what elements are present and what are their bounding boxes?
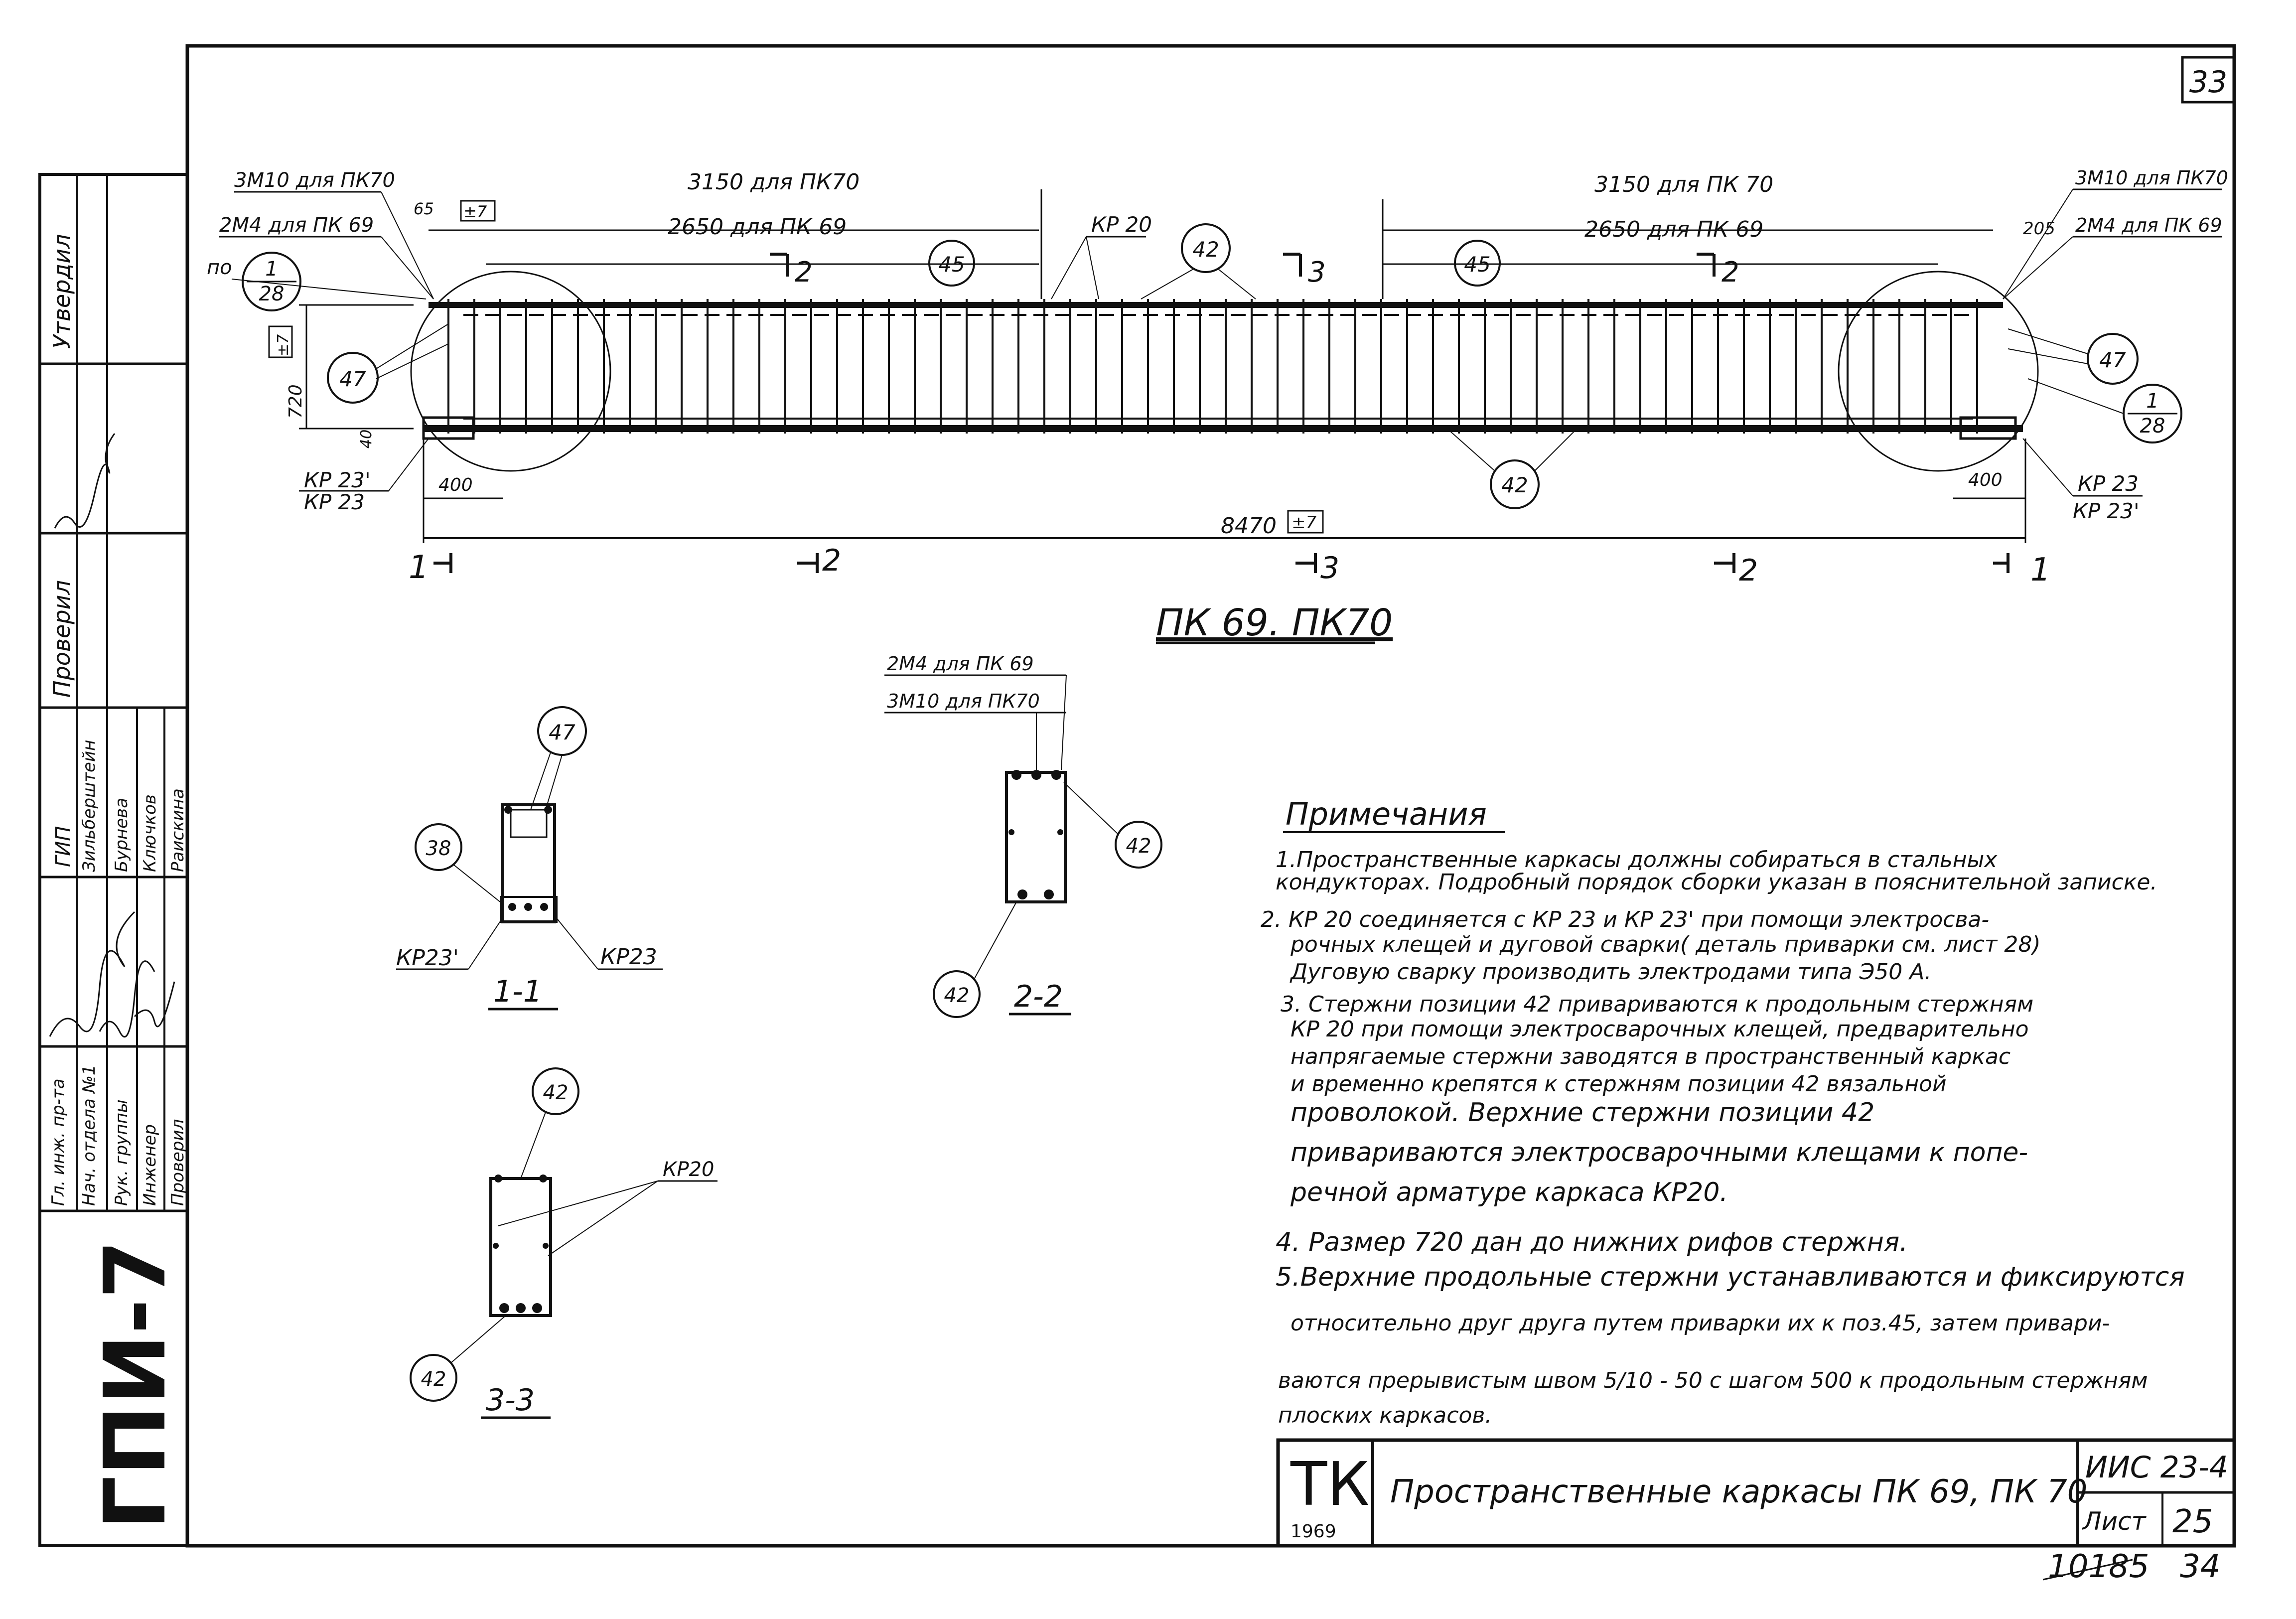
note-line: 2. КР 20 соединяется с КР 23 и КР 23' при помощи электросва- — [1261, 907, 1990, 932]
title-org: ТК — [1291, 1450, 1370, 1519]
bubble-47-s11 — [531, 707, 586, 810]
dim-2650-right: 2650 для ПК 69 — [1584, 217, 1764, 242]
side-role: Проверил — [168, 1119, 188, 1206]
footer-num-left: 10185 — [2048, 1548, 2150, 1585]
note-line: относительно друг друга путем приварки их к поз.45, затем привари- — [1291, 1311, 2110, 1336]
label-kr23-right: КР 23 — [2078, 471, 2139, 496]
bubble-42-top — [1141, 224, 1256, 299]
bubble-45-right — [1455, 241, 1500, 286]
section-1-1 — [396, 707, 663, 1009]
s22-label-2: 3М10 для ПК70 — [887, 690, 1040, 712]
note-line: кондукторах. Подробный порядок сборки указан в пояснительной записке. — [1276, 870, 2157, 895]
side-stamp-check: Проверил — [48, 580, 75, 698]
dim-400-left: 400 — [438, 475, 473, 495]
bubble-42-s33-top — [521, 1068, 578, 1178]
svg-text:45: 45 — [1464, 252, 1491, 277]
dim-65: 65 — [414, 199, 434, 218]
side-stamp — [40, 174, 188, 1546]
section-2-2 — [884, 653, 1161, 1017]
svg-text:42: 42 — [421, 1368, 446, 1391]
bubble-42-s22-right — [1064, 782, 1161, 868]
dim-8470: 8470 — [1221, 513, 1277, 539]
bubble-47-right — [2008, 329, 2138, 384]
stirrups — [448, 299, 1977, 434]
label-po: по — [207, 256, 232, 279]
svg-text:28: 28 — [259, 283, 285, 305]
notes — [1261, 796, 2185, 1428]
title-year: 1969 — [1291, 1521, 1336, 1542]
title-series: ИИС 23-4 — [2085, 1450, 2228, 1485]
label-kr23-left: КР 23 — [304, 490, 365, 514]
label-top-left-1: 3М10 для ПК70 — [234, 169, 395, 192]
bubble-42-bottom — [1450, 431, 1575, 508]
main-title: ПК 69. ПК70 — [1156, 601, 1393, 644]
dim-400-right: 400 — [1968, 470, 2003, 490]
svg-text:42: 42 — [944, 984, 970, 1007]
note-line: 3. Стержни позиции 42 привариваются к продольным стержням — [1281, 992, 2034, 1017]
title-sheet-number: 25 — [2172, 1503, 2213, 1540]
section-mark-label: 2 — [822, 543, 842, 578]
section-title-2-2: 2-2 — [1014, 979, 1063, 1014]
section-mark-label: 1 — [409, 549, 429, 586]
s11-kr23p: КР23' — [396, 945, 459, 971]
note-line: привариваются электросварочными клещами к попе- — [1291, 1138, 2028, 1168]
section-3-3 — [411, 1068, 718, 1418]
note-line: 5.Верхние продольные стержни устанавливаются и фиксируются — [1276, 1262, 2185, 1292]
tol-7: ±7 — [463, 202, 487, 221]
svg-text:42: 42 — [1501, 473, 1528, 497]
side-stamp-gip: ГИП — [52, 826, 75, 867]
bubble-1-28-left — [243, 253, 300, 310]
bubble-38-s11 — [416, 824, 503, 904]
title-text: Пространственные каркасы ПК 69, ПК 70 — [1390, 1473, 2088, 1510]
label-top-right-2: 2М4 для ПК 69 — [2075, 214, 2222, 236]
side-role: Нач. отдела №1 — [79, 1064, 99, 1206]
note-line: КР 20 при помощи электросварочных клещей, предварительно — [1291, 1017, 2029, 1042]
side-role: Гл. инж. пр-та — [48, 1078, 68, 1206]
title-block — [1278, 1440, 2234, 1546]
section-mark-label: 2 — [1722, 256, 1739, 289]
section-title-3-3: 3-3 — [486, 1383, 535, 1418]
footer-num-right: 34 — [2180, 1548, 2221, 1585]
page-number: 33 — [2189, 65, 2228, 100]
svg-text:38: 38 — [426, 837, 451, 860]
signature-scribble — [50, 912, 135, 1036]
dim-40: 40 — [358, 429, 375, 448]
bubble-42-s22-left — [934, 902, 1016, 1017]
side-role: Инженер — [140, 1124, 160, 1206]
section-mark-label: 1 — [2030, 552, 2051, 589]
note-line: речной арматуре каркаса КР20. — [1291, 1177, 1728, 1207]
note-line: 1.Пространственные каркасы должны собираться в стальных — [1276, 847, 1998, 873]
svg-text:45: 45 — [938, 252, 965, 277]
side-name: Зильберштейн — [79, 739, 99, 872]
side-name: Раискина — [168, 788, 188, 872]
svg-text:47: 47 — [2099, 348, 2126, 372]
note-line: плоских каркасов. — [1278, 1403, 1492, 1428]
note-line: напрягаемые стержни заводятся в пространственный каркас — [1291, 1044, 2011, 1069]
dim-720: 720 — [286, 384, 306, 419]
svg-text:47: 47 — [549, 720, 575, 744]
section-mark-label: 3 — [1308, 256, 1326, 289]
section-title-1-1: 1-1 — [493, 974, 542, 1009]
bubble-47-left — [328, 324, 448, 403]
svg-text:47: 47 — [339, 367, 366, 391]
label-kr23p-left: КР 23' — [304, 468, 371, 492]
signature-scribble — [135, 982, 174, 1027]
svg-text:42: 42 — [1192, 237, 1219, 262]
section-mark-label: 2 — [795, 256, 813, 289]
svg-text:42: 42 — [1126, 835, 1151, 858]
label-top-right-1: 3М10 для ПК70 — [2075, 167, 2228, 189]
note-line: Дуговую сварку производить электродами типа Э50 А. — [1291, 959, 1932, 985]
note-line: ваются прерывистым швом 5/10 - 50 с шагом 500 к продольным стержням — [1278, 1368, 2148, 1393]
notes-heading: Примечания — [1286, 796, 1487, 832]
svg-text:1: 1 — [2146, 390, 2159, 413]
dim-3150-right: 3150 для ПК 70 — [1594, 172, 1774, 197]
dim-3150-left: 3150 для ПК70 — [688, 169, 860, 195]
detail-circle-left — [411, 272, 610, 471]
signature-scribble — [55, 434, 115, 528]
s11-kr23: КР23 — [600, 944, 657, 970]
note-line: 4. Размер 720 дан до нижних рифов стержня. — [1276, 1227, 1908, 1257]
detail-circle-right — [1839, 272, 2038, 471]
dim-205: 205 — [2023, 219, 2055, 239]
side-stamp-approver: Утвердил — [48, 234, 75, 349]
svg-text:1: 1 — [265, 258, 278, 281]
bubble-45-left — [929, 241, 974, 286]
side-role: Рук. группы — [112, 1099, 132, 1206]
side-name: Бурнева — [112, 797, 132, 872]
s22-label-1: 2М4 для ПК 69 — [887, 653, 1034, 675]
main-elevation — [207, 167, 2228, 644]
label-top-left-2: 2М4 для ПК 69 — [219, 214, 374, 237]
section-mark-label: 2 — [1739, 553, 1758, 588]
stamp-code: ГПИ-7 — [86, 1240, 185, 1530]
s33-kr20: КР20 — [663, 1158, 715, 1181]
svg-text:28: 28 — [2140, 415, 2165, 438]
note-line: и временно крепятся к стержням позиции 42 вязальной — [1291, 1071, 1947, 1097]
dim-2650-left: 2650 для ПК 69 — [668, 214, 847, 240]
svg-text:42: 42 — [543, 1081, 569, 1104]
title-sheet-label: Лист — [2083, 1507, 2146, 1536]
tol-7: ±7 — [1292, 513, 1317, 533]
note-line: рочных клещей и дуговой сварки( деталь приварки см. лист 28) — [1291, 932, 2041, 957]
note-line: проволокой. Верхние стержни позиции 42 — [1291, 1098, 1875, 1128]
label-kr23p-right: КР 23' — [2073, 499, 2140, 523]
side-name: Ключков — [140, 794, 160, 872]
label-kr20: КР 20 — [1091, 212, 1152, 237]
bubble-1-28-right — [2028, 379, 2181, 442]
tol-7: ±7 — [275, 334, 292, 356]
section-mark-label: 3 — [1320, 551, 1340, 586]
